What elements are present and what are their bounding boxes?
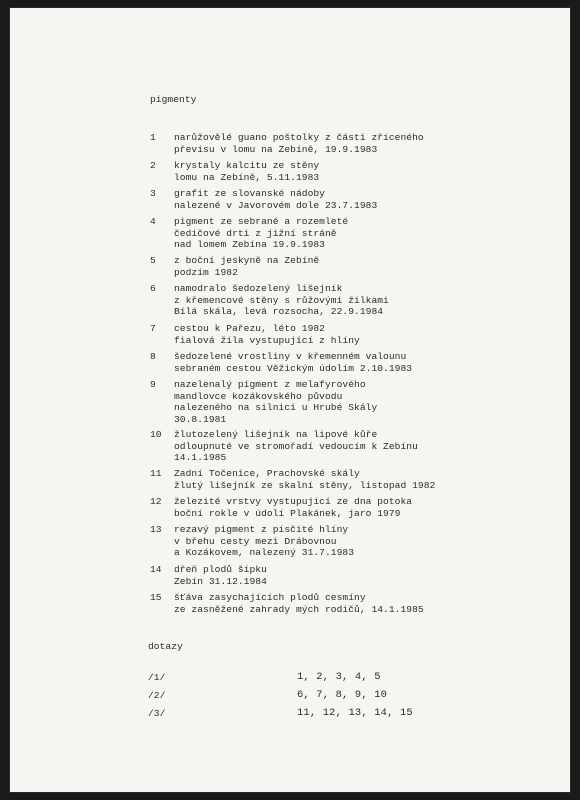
item-line: šťáva zasychajících plodů cesmíny [174, 592, 366, 603]
item-number: 3 [150, 188, 156, 199]
dotaz-label: /1/ [148, 672, 166, 683]
item-number: 14 [150, 564, 162, 575]
item-text [174, 429, 418, 464]
item-line: krystaly kalcitu ze stěny [174, 160, 320, 171]
item-line: podzim 1982 [174, 266, 238, 278]
item-line: Bílá skála, levá rozsocha, 22.9.1984 [174, 306, 384, 318]
item-number: 6 [150, 283, 156, 294]
item-number: 13 [150, 524, 162, 535]
item-line: namodralo šedozelený lišejník [174, 283, 343, 294]
page-heading: pigmenty [150, 94, 197, 105]
item-line: 30.8.1981 [174, 413, 227, 425]
item-line: 14.1.1985 [174, 452, 227, 464]
item-number: 5 [150, 255, 156, 266]
item-number: 9 [150, 379, 156, 390]
item-line: převisu v lomu na Zebíně, 19.9.1983 [174, 143, 378, 155]
dotazy-heading: dotazy [148, 641, 183, 652]
dotaz-values: 6, 7, 8, 9, 10 [297, 689, 388, 701]
item-text [174, 468, 435, 491]
item-line: fialová žíla vystupující z hlíny [174, 334, 360, 346]
item-line: grafit ze slovanské nádoby [174, 188, 325, 199]
item-line: nalezeného na silnici u Hrubé Skály [174, 402, 378, 414]
item-line: šedozelené vrostliny v křemenném valounu [174, 351, 407, 362]
dotaz-label: /2/ [148, 690, 166, 701]
item-line: v břehu cesty mezi Drábovnou [174, 535, 337, 547]
item-text [174, 188, 377, 211]
item-line: pigment ze sebrané a rozemleté [174, 216, 349, 227]
item-line: nalezené v Javorovém dole 23.7.1983 [174, 199, 378, 211]
item-number: 10 [150, 429, 162, 440]
item-text [174, 524, 354, 559]
item-line: nad lomem Zebína 19.9.1983 [174, 239, 325, 251]
item-number: 7 [150, 323, 156, 334]
item-line: lomu na Zebíně, 5.11.1983 [174, 171, 320, 183]
item-line: z boční jeskyně na Zebíně [174, 255, 320, 266]
item-number: 4 [150, 216, 156, 227]
item-line: rezavý pigment z písčité hlíny [174, 524, 349, 535]
item-line: narůžovělé guano poštolky z části zříceného [174, 132, 424, 143]
item-line: Zadní Točenice, Prachovské skály [174, 468, 360, 479]
item-number: 12 [150, 496, 162, 507]
item-line: z křemencové stěny s růžovými žilkami [174, 294, 389, 306]
item-text [174, 592, 424, 615]
item-number: 8 [150, 351, 156, 362]
document-page [10, 8, 570, 792]
item-text [174, 323, 360, 346]
dotaz-values: 1, 2, 3, 4, 5 [297, 671, 381, 683]
dotaz-row-2 [148, 690, 428, 704]
item-line: žlutozelený lišejník na lipové kůře [174, 429, 378, 440]
item-number: 11 [150, 468, 162, 479]
item-text [174, 496, 412, 519]
item-line: sebraném cestou Věžickým údolím 2.10.1983 [174, 362, 413, 374]
item-line: železité vrstvy vystupující ze dna potoka [174, 496, 413, 507]
item-line: boční rokle v údolí Plakánek, jaro 1979 [174, 507, 401, 519]
item-text [174, 379, 377, 425]
dotaz-label: /3/ [148, 708, 166, 719]
item-text [174, 564, 267, 587]
item-line: mandlovce kozákovského původu [174, 390, 343, 402]
item-text [174, 283, 389, 318]
item-line: cestou k Pařezu, léto 1982 [174, 323, 325, 334]
item-text [174, 216, 348, 251]
item-line: a Kozákovem, nalezený 31.7.1983 [174, 547, 355, 559]
item-line: dřeň plodů šípku [174, 564, 267, 575]
item-number: 1 [150, 132, 156, 143]
item-text [174, 255, 319, 278]
item-line: ze zasněžené zahrady mých rodičů, 14.1.1985 [174, 603, 424, 615]
item-line: odloupnuté ve stromořadí vedoucím k Zebínu [174, 440, 418, 452]
item-line: Zebín 31.12.1984 [174, 575, 267, 587]
item-number: 15 [150, 592, 162, 603]
item-text [174, 351, 412, 374]
dotaz-values: 11, 12, 13, 14, 15 [297, 707, 413, 719]
dotaz-row-3 [148, 708, 428, 722]
item-text [174, 132, 424, 155]
item-text [174, 160, 319, 183]
dotaz-row-1 [148, 672, 428, 686]
item-line: čedičové drti z jižní stráně [174, 227, 337, 239]
item-line: nazelenalý pigment z melafyrového [174, 379, 366, 390]
item-number: 2 [150, 160, 156, 171]
item-line: žlutý lišejník ze skalní stěny, listopad 1982 [174, 479, 436, 491]
